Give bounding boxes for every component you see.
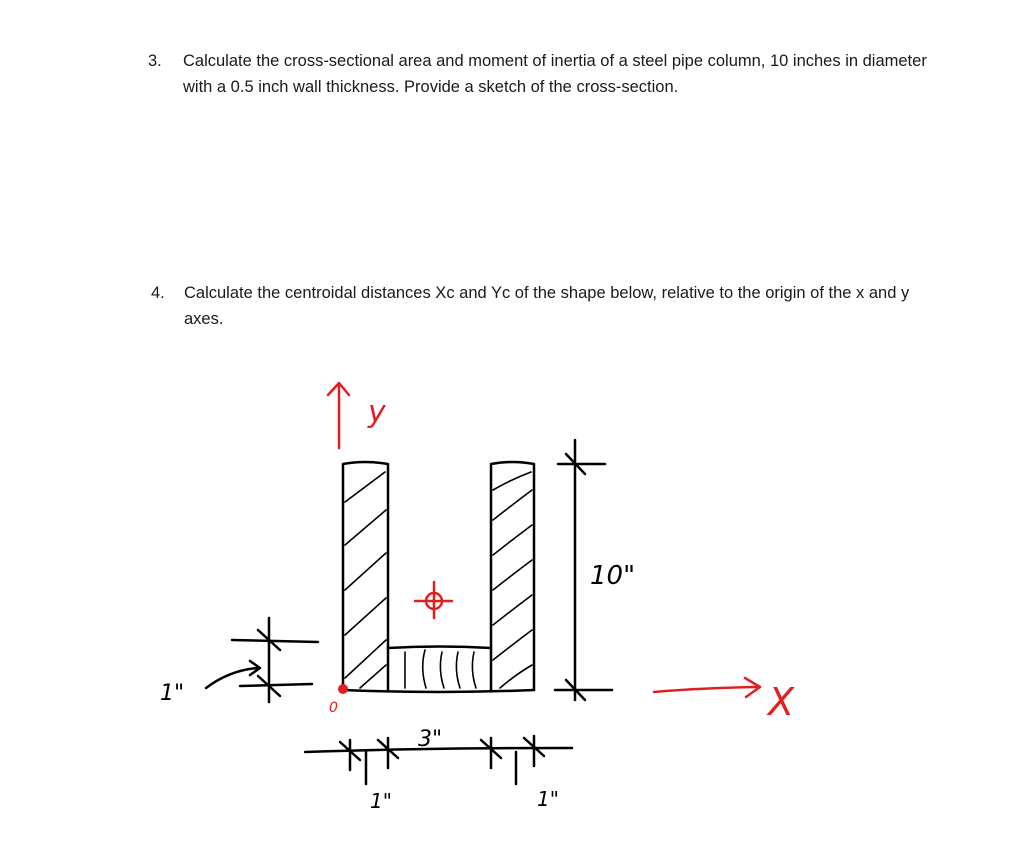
x-axis	[654, 678, 760, 697]
y-axis-label: y	[368, 395, 386, 430]
centroid-marker-icon	[415, 582, 452, 618]
base-thickness-dimension	[206, 618, 318, 702]
x-axis-label: X	[768, 680, 795, 724]
right-wall	[491, 462, 534, 690]
right-wall-dimension-label: 1"	[537, 787, 559, 811]
left-wall-dimension-label: 1"	[370, 789, 392, 813]
question-text: Calculate the cross-sectional area and moment of inertia of a steel pipe column, 10 inches in diameter with a 0.5 inch wall thickness. Provide a sketch of the cross-section.	[183, 52, 927, 96]
origin-point	[338, 684, 348, 694]
inner-gap-dimension-label: 3"	[418, 727, 443, 752]
question-number: 3.	[148, 52, 162, 70]
origin-label: 0	[329, 700, 338, 716]
y-axis	[328, 383, 349, 448]
question-text: Calculate the centroidal distances Xc and Yc of the shape below, relative to the origin of the x and y axes.	[184, 284, 910, 328]
question-number: 4.	[151, 284, 165, 302]
left-wall	[343, 462, 388, 690]
base-thickness-label: 1"	[160, 681, 185, 706]
height-dimension-label: 10"	[590, 561, 636, 591]
